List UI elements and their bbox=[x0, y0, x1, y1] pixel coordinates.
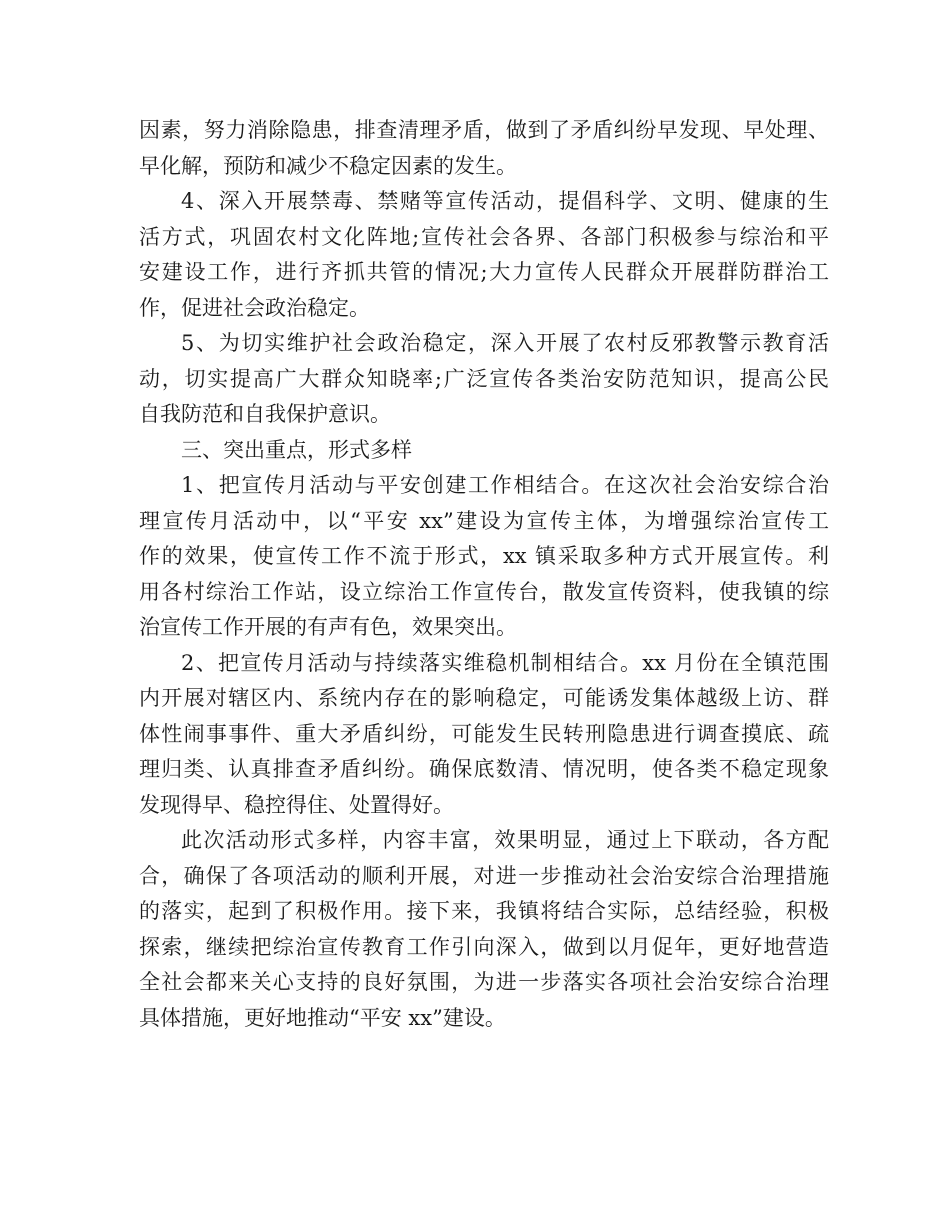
text-line: 发现得早、稳控得住、处置得好。 bbox=[139, 792, 454, 817]
document-body bbox=[139, 113, 829, 1036]
text-line: 探索，继续把综治宣传教育工作引向深入，做到以月促年，更好地营造 bbox=[139, 934, 829, 959]
text-line: 因素，努力消除隐患，排查清理矛盾，做到了矛盾纠纷早发现、早处理、 bbox=[139, 118, 829, 142]
text-line: 治宣传工作开展的有声有色，效果突出。 bbox=[139, 615, 517, 639]
text-line: 5、为切实维护社会政治稳定，深入开展了农村反邪教警示教育活 bbox=[181, 331, 829, 355]
text-line: 1、把宣传月活动与平安创建工作相结合。在这次社会治安综合治 bbox=[181, 473, 829, 497]
text-line: 自我防范和自我保护意识。 bbox=[139, 402, 391, 426]
text-line: 安建设工作，进行齐抓共管的情况;大力宣传人民群众开展群防群治工 bbox=[139, 260, 829, 284]
text-line: 内开展对辖区内、系统内存在的影响稳定，可能诱发集体越级上访、群 bbox=[139, 686, 829, 710]
text-line: 合，确保了各项活动的顺利开展，对进一步推动社会治安综合治理措施 bbox=[139, 863, 829, 888]
text-line: 用各村综治工作站，设立综治工作宣传台，散发宣传资料，使我镇的综 bbox=[139, 579, 829, 604]
text-line: 动，切实提高广大群众知晓率;广泛宣传各类治安防范知识，提高公民 bbox=[139, 366, 829, 391]
text-line: 具体措施，更好地推动“平安 xx”建设。 bbox=[139, 1005, 506, 1030]
text-line: 作的效果，使宣传工作不流于形式，xx 镇采取多种方式开展宣传。利 bbox=[139, 544, 829, 568]
text-line: 活方式，巩固农村文化阵地;宣传社会各界、各部门积极参与综治和平 bbox=[139, 224, 829, 249]
text-line: 作，促进社会政治稳定。 bbox=[139, 295, 370, 320]
section-heading: 三、突出重点，形式多样 bbox=[181, 437, 412, 462]
text-line: 理归类、认真排查矛盾纠纷。确保底数清、情况明，使各类不稳定现象 bbox=[139, 757, 829, 781]
text-line: 2、把宣传月活动与持续落实维稳机制相结合。xx 月份在全镇范围 bbox=[181, 650, 829, 675]
text-line: 早化解，预防和减少不稳定因素的发生。 bbox=[139, 153, 517, 178]
text-line: 理宣传月活动中，以“平安 xx”建设为宣传主体，为增强综治宣传工 bbox=[139, 508, 829, 533]
text-line: 全社会都来关心支持的良好氛围，为进一步落实各项社会治安综合治理 bbox=[139, 970, 829, 994]
text-line: 体性闹事事件、重大矛盾纠纷，可能发生民转刑隐患进行调查摸底、疏 bbox=[139, 721, 829, 746]
text-line: 4、深入开展禁毒、禁赌等宣传活动，提倡科学、文明、健康的生 bbox=[181, 189, 829, 213]
text-line: 的落实，起到了积极作用。接下来，我镇将结合实际，总结经验，积极 bbox=[139, 899, 829, 923]
text-line: 此次活动形式多样，内容丰富，效果明显，通过上下联动，各方配 bbox=[181, 828, 829, 852]
